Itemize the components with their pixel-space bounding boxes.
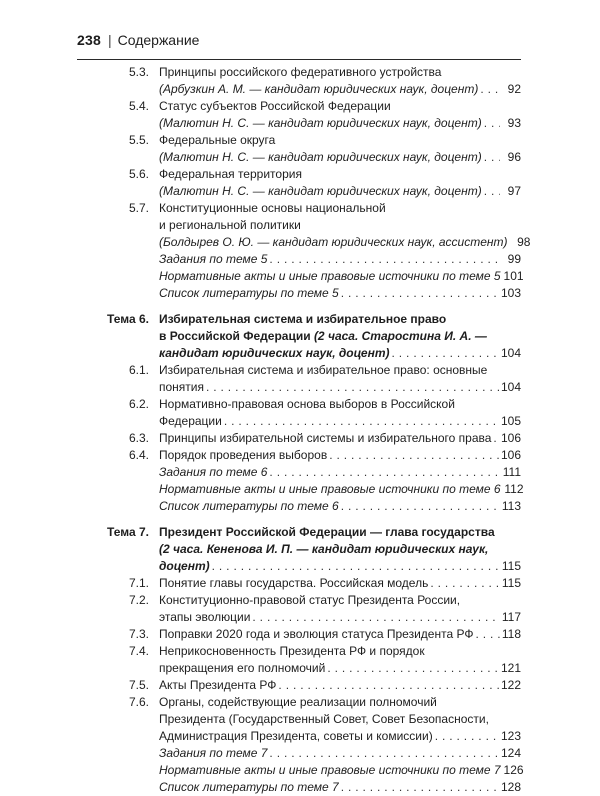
toc-tasks-6[interactable] [77,464,521,481]
entry-page: 124 [500,746,521,760]
entry-page: 122 [500,678,521,692]
entry-title-line-1: Неприкосновенность Президента РФ и порядок [159,644,425,658]
entry-title-line-1: Нормативно-правовая основа выборов в Российской [159,397,455,411]
entry-author: (Малютин Н. С. — кандидат юридических наук, доцент) [159,116,482,130]
dot-leader [484,183,500,200]
entry-title: Принципы избирательной системы и избирательного права [159,431,492,445]
entry-number: 5.3. [128,65,149,79]
toc-entry-5-3[interactable] [77,64,521,98]
toc-entry-5-5[interactable] [77,132,521,166]
theme-title-line-1: Избирательная система и избирательное право [159,312,447,326]
toc-entry-7-5[interactable] [77,677,521,694]
toc-tasks-7[interactable] [77,745,521,762]
entry-title: Список литературы по теме 7 [159,780,339,794]
dot-leader [206,379,500,396]
toc-theme-7[interactable] [77,524,521,575]
toc-entry-5-6[interactable] [77,166,521,200]
dot-leader [341,498,500,515]
entry-number: 5.6. [128,167,149,181]
running-header [77,27,521,53]
entry-title-line-2: этапы эволюции [159,610,251,624]
theme-label: Тема 7. [107,525,149,539]
entry-author: (Болдырев О. Ю. — кандидат юридических наук, ассистент) [159,235,508,249]
theme-label: Тема 6. [107,312,149,326]
entry-title: Задания по теме 5 [159,252,268,266]
entry-page: 101 [503,269,524,283]
dot-leader [278,677,500,694]
entry-title-line-3: Администрация Президента, советы и комиссии) [159,729,433,743]
entry-title-line-2: Федерации [159,414,222,428]
entry-title: Понятие главы государства. Российская модель [159,576,429,590]
entry-title: Список литературы по теме 6 [159,499,339,513]
dot-leader [493,430,500,447]
entry-title-line-2: и региональной политики [159,218,301,232]
entry-number: 6.3. [128,431,149,445]
entry-page: 97 [507,184,521,198]
entry-author: (Малютин Н. С. — кандидат юридических наук, доцент) [159,184,482,198]
toc-entry-5-4[interactable] [77,98,521,132]
header-separator: | [107,32,112,48]
entry-page: 96 [507,150,521,164]
theme-author-line-2: доцент) [159,559,210,573]
theme-author-line-1: (2 часа. Кененова И. П. — кандидат юридических наук, [159,542,489,556]
header-rule [77,59,521,60]
entry-number: 7.1. [128,576,149,590]
entry-page: 111 [502,465,521,479]
toc-entry-6-2[interactable] [77,396,521,430]
toc-entry-6-4[interactable] [77,447,521,464]
entry-number: 6.1. [128,363,149,377]
entry-number: 5.7. [128,201,149,215]
toc-literature-6[interactable] [77,498,521,515]
toc-entry-5-7[interactable] [77,200,531,251]
entry-page: 115 [501,576,521,590]
entry-page: 115 [501,559,521,573]
entry-page: 105 [500,414,521,428]
entry-page: 104 [500,346,521,360]
section-title: Содержание [117,32,200,48]
entry-title: Федеральная территория [159,167,302,181]
entry-title: Статус субъектов Российской Федерации [159,99,391,113]
entry-author: (Арбузкин А. М. — кандидат юридических наук, доцент) [159,82,479,96]
entry-title-line-1: Конституционные основы национальной [159,201,386,215]
dot-leader [252,609,500,626]
entry-number: 6.4. [128,448,149,462]
toc-acts-6[interactable] [77,481,524,498]
entry-number: 7.4. [128,644,149,658]
entry-number: 6.2. [128,397,149,411]
dot-leader [269,464,500,481]
theme-author-line-1: (2 часа. Старостина И. А. — [313,329,487,343]
dot-leader [269,251,500,268]
entry-page: 106 [500,431,521,445]
entry-page: 118 [501,627,521,641]
entry-title-line-2: Президента (Государственный Совет, Совет Безопасности, [159,712,489,726]
dot-leader [484,149,500,166]
dot-leader [392,345,500,362]
entry-page: 121 [500,661,521,675]
entry-page: 99 [507,252,521,266]
entry-page: 113 [501,499,521,513]
entry-number: 7.3. [128,627,149,641]
dot-leader [341,285,500,302]
toc-entry-7-2[interactable] [77,592,521,626]
dot-leader [329,447,500,464]
entry-title: Акты Президента РФ [159,678,277,692]
toc-entry-7-1[interactable] [77,575,521,592]
entry-number: 7.2. [128,593,149,607]
entry-number: 7.6. [128,695,149,709]
entry-page: 117 [501,610,521,624]
entry-page: 123 [500,729,521,743]
entry-page: 104 [500,380,521,394]
toc-entry-6-1[interactable] [77,362,521,396]
toc-entry-7-6[interactable] [77,694,521,745]
toc-entry-7-3[interactable] [77,626,521,643]
toc-entry-7-4[interactable] [77,643,521,677]
dot-leader [212,558,500,575]
entry-page: 128 [500,780,521,794]
entry-title-line-1: Органы, содействующие реализации полномочий [159,695,437,709]
entry-title: Нормативные акты и иные правовые источники по теме 6 [159,482,501,496]
dot-leader [341,779,500,796]
dot-leader [484,115,500,132]
entry-title: Нормативные акты и иные правовые источники по теме 7 [159,763,501,777]
entry-number: 7.5. [128,678,149,692]
toc-literature-5[interactable] [77,285,521,302]
entry-author: (Малютин Н. С. — кандидат юридических наук, доцент) [159,150,482,164]
entry-title: Список литературы по теме 5 [159,286,339,300]
toc-literature-7[interactable] [77,779,521,796]
page-number: 238 [77,32,101,48]
theme-title: Президент Российской Федерации — глава государства [159,525,495,539]
toc-entry-6-3[interactable] [77,430,521,447]
entry-page: 106 [500,448,521,462]
dot-leader [480,81,500,98]
toc-acts-5[interactable] [77,268,524,285]
entry-title: Порядок проведения выборов [159,448,328,462]
entry-title: Федеральные округа [159,133,276,147]
entry-title: Нормативные акты и иные правовые источники по теме 5 [159,269,501,283]
dot-leader [475,626,500,643]
entry-title-line-2: понятия [159,380,204,394]
entry-page: 112 [504,482,524,496]
entry-number: 5.4. [128,99,149,113]
dot-leader [327,660,500,677]
entry-title-line-1: Избирательная система и избирательное право: основные [159,363,488,377]
toc-acts-7[interactable] [77,762,524,779]
dot-leader [430,575,500,592]
entry-title: Принципы российского федеративного устройства [159,65,442,79]
dot-leader [224,413,500,430]
dot-leader [269,745,500,762]
entry-title-line-1: Конституционно-правовой статус Президента России, [159,593,461,607]
entry-title-line-2: прекращения его полномочий [159,661,326,675]
entry-title: Задания по теме 7 [159,746,268,760]
entry-page: 103 [500,286,521,300]
entry-title: Задания по теме 6 [159,465,268,479]
entry-title: Поправки 2020 года и эволюция статуса Президента РФ [159,627,474,641]
entry-page: 126 [503,763,524,777]
theme-author-line-2: кандидат юридических наук, доцент) [159,346,390,360]
dot-leader [435,728,500,745]
table-of-contents [77,64,531,796]
entry-page: 98 [517,235,531,249]
theme-title-line-2: в Российской Федерации [159,329,311,343]
entry-number: 5.5. [128,133,149,147]
entry-page: 92 [507,82,521,96]
entry-page: 93 [507,116,521,130]
toc-theme-6[interactable] [77,311,521,362]
toc-tasks-5[interactable] [77,251,521,268]
